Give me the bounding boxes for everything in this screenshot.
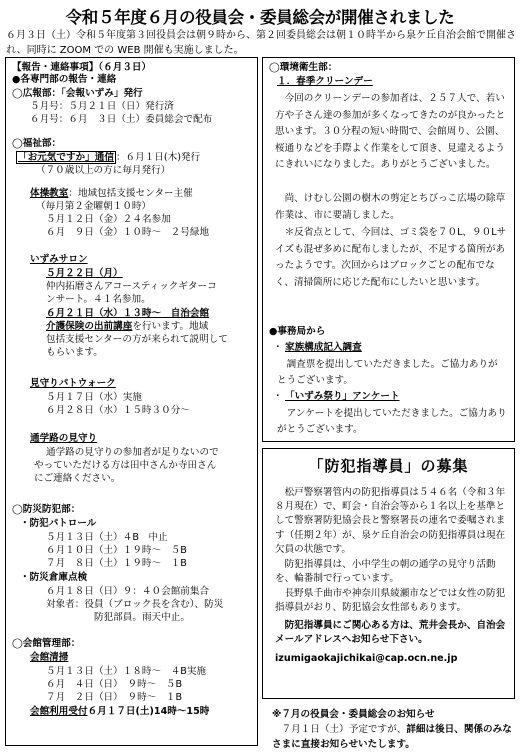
clean-line-1: ５月１３日（土）１８時～ ４B実施 bbox=[46, 666, 207, 677]
env-paragraph-2: 尚、けむし公園の樹木の剪定とちびっこ広場の除草作業は、市に要請しました。 bbox=[275, 193, 506, 221]
salon-text-3b: を行います。地域 bbox=[132, 321, 209, 332]
recruit-email[interactable]: izumigaokajichikai@cap.ocn.ne.jp bbox=[275, 653, 458, 664]
reports-heading: 【報告・連絡事項】（６月３日） bbox=[12, 62, 152, 73]
clean-line-3: ７月 ２日（日） ９時～ １B bbox=[46, 692, 183, 703]
taisou-line-1: ５月１２日（金）２４名参加 bbox=[46, 214, 171, 225]
recruit-paragraph-2: 防犯指導員は、小中学生の朝の通学の見守り活動を、輪番制で行っています。 bbox=[275, 559, 496, 585]
kaikan-title: ◯会館管理部： bbox=[12, 638, 81, 649]
recruit-paragraph-3: 長野県千曲市や神奈川県綾瀬市などでは女性の防犯指導員がおり、防犯協会女性部もあります。 bbox=[275, 588, 506, 614]
walk-line-2: ６月２８日（水）１５時３０分～ bbox=[46, 405, 190, 416]
footer-text-bold: 詳細は後日、関係のみなさまに直接お知らせいたします。 bbox=[272, 724, 512, 750]
salon-text-4: 包括支援センターの方が来られて説明して bbox=[46, 334, 228, 345]
genki-line bbox=[16, 152, 200, 164]
footer-title: ※７月の役員会・委員総会のお知らせ bbox=[272, 709, 435, 720]
office-item-2-bullet: ・ bbox=[273, 391, 283, 402]
environment-box bbox=[262, 57, 515, 442]
office-item-1: 家族構成記入調査 bbox=[285, 342, 362, 353]
salon-text-1: 仲内拓磨さんアコースティックギターコ bbox=[46, 281, 217, 292]
taisou-note: （毎月第２金曜朝１０時） bbox=[36, 201, 152, 212]
bouhan-title: ◯防災防犯部： bbox=[12, 504, 81, 515]
clean-line-2: ６月 ４日（日） ９時～ ５B bbox=[46, 679, 183, 690]
soko-line-2: 対象者：役員（ブロック長を含む）、防災 bbox=[46, 599, 224, 610]
env-paragraph-1: 今回のクリーンデーの参加者は、２５７人で、若い方や子さん達の参加が多くなってきたのが良かったと思います。３０分程の短い時間で、会館周り、公園、桜通りなどを手際よく作業をして頂き、見違えるようにきれいになりました。ありがとうございました。 bbox=[275, 93, 506, 170]
walk-label: 見守りパトウォーク bbox=[30, 378, 116, 389]
kouho-line-2: ６月号：６月 ３日（土）委員総会で配布 bbox=[30, 114, 213, 125]
recruit-paragraph-1: 松戸警察署管内の防犯指導員は５４６名（令和３年８月現在）で、町会・自治会等から１名以上を基準として警察署防犯協会長と警察署長の連名で委嘱されます（任期２年）が、泉ケ丘自治会の防犯指導員は現在欠員の状態です。 bbox=[275, 487, 506, 555]
env-title: ◯環境衛生部： bbox=[269, 62, 338, 73]
salon-text-3 bbox=[46, 321, 208, 333]
reports-box bbox=[5, 57, 258, 746]
salon-text-5: もらいます。 bbox=[46, 347, 103, 358]
taisou-text: ：地域包括支援センター主催 bbox=[68, 188, 193, 199]
section-heading: ●各専門部の報告・連絡 bbox=[12, 74, 117, 85]
patrol-line-3: ７月 ８日（土）１９時～ １B bbox=[46, 558, 187, 569]
school-label: 通学路の見守り bbox=[30, 433, 98, 444]
genki-label: 「お元気ですか」通信 bbox=[18, 152, 114, 163]
recruit-title: 「防犯指導員」の募集 bbox=[308, 457, 469, 475]
intro-text: ６月３日（土）令和５年度第３回役員会は朝９時から、第２回委員総会は朝１０時半から泉ケ丘自治会館で開催され、同時に ZOOM での WEB 開催も実施しました。 bbox=[6, 30, 516, 56]
taisou-line-2: ６月 ９日（金）１０時～ ２号緑地 bbox=[46, 227, 210, 238]
patrol-line-2: ６月１０日（土）１９時～ ５B bbox=[46, 545, 187, 556]
office-item-1-text: 調査票を提出していただきました。ご協力ありがとうございます。 bbox=[277, 359, 498, 386]
salon-date-1: ５月２２日（月） bbox=[46, 268, 123, 279]
kouho-line-1: ５月号：５月２１日（日）発行済 bbox=[30, 101, 174, 112]
recruit-box bbox=[262, 448, 515, 699]
env-paragraph-3: ＊反省点として、今回は、ゴミ袋を７０L、９０Lサイズも混ぜ多めに配布しましたが、不足する箇所があったようです。次回からはブロックごとの配布でなく、清掃箇所に応じた配布にしたいと思います。 bbox=[275, 227, 507, 288]
office-title: ●事務局から bbox=[269, 326, 326, 337]
soko-line-3: 防犯部員。雨天中止。 bbox=[94, 612, 190, 623]
fukushi-title: ◯福祉部： bbox=[12, 138, 62, 149]
salon-text-2: ンサート。４１名参加。 bbox=[46, 294, 151, 305]
school-text-3: にご連絡ください。 bbox=[34, 473, 121, 484]
patrol-line-1: ５月１３日（土）４B 中止 bbox=[46, 532, 168, 543]
school-text-1: 通学路の見守りの参加者が足りないので bbox=[46, 447, 219, 458]
use-line bbox=[30, 706, 209, 718]
kouho-title: ◯広報部：「会報いずみ」発行 bbox=[12, 88, 143, 99]
footer-text-plain: ７月１日（土）予定ですが、 bbox=[281, 724, 407, 735]
patrol-label: ・防犯パトロール bbox=[20, 518, 97, 529]
genki-text: ：６月１日(木)発行 bbox=[115, 152, 201, 163]
page-title: 令和５年度６月の役員会・委員総会が開催されました bbox=[65, 8, 455, 27]
genki-note: （７０歳以上の方に毎月発行） bbox=[36, 165, 171, 176]
salon-kouza: 介護保険の出前講座 bbox=[46, 321, 133, 332]
env-subtitle: １．春季クリーンデー bbox=[277, 76, 373, 87]
office-item-2-text: アンケートを提出していただきました。ご協力ありがとうございます。 bbox=[277, 408, 507, 435]
footer-text bbox=[272, 722, 512, 752]
walk-line-1: ５月１７日（水）実施 bbox=[46, 392, 142, 403]
office-item-1-bullet: ・ bbox=[273, 342, 283, 353]
salon-label: いずみサロン bbox=[30, 254, 88, 265]
office-item-2: 「いずみ祭り」アンケート bbox=[285, 391, 400, 402]
clean-label: 会館清掃 bbox=[30, 652, 69, 663]
school-text-2: やっていただける方は田中さんか寺田さん bbox=[34, 460, 217, 471]
soko-line-1: ６月１８日（日）９：４０会館前集合 bbox=[46, 586, 210, 597]
soko-label: ・防災倉庫点検 bbox=[20, 572, 88, 583]
taisou-line bbox=[30, 188, 193, 200]
salon-date-2: ６月２１日（水）１３時～ 自治会館 bbox=[46, 308, 210, 319]
recruit-paragraph-4: 防犯指導員にご関心ある方は、荒井会長か、自治会メールアドレスへお知らせ下さい。 bbox=[275, 620, 506, 646]
use-label: 会館利用受付 bbox=[30, 706, 88, 717]
taisou-label: 体操教室 bbox=[30, 188, 69, 199]
use-text: ６月１７日(土)14時～15時 bbox=[87, 706, 210, 717]
